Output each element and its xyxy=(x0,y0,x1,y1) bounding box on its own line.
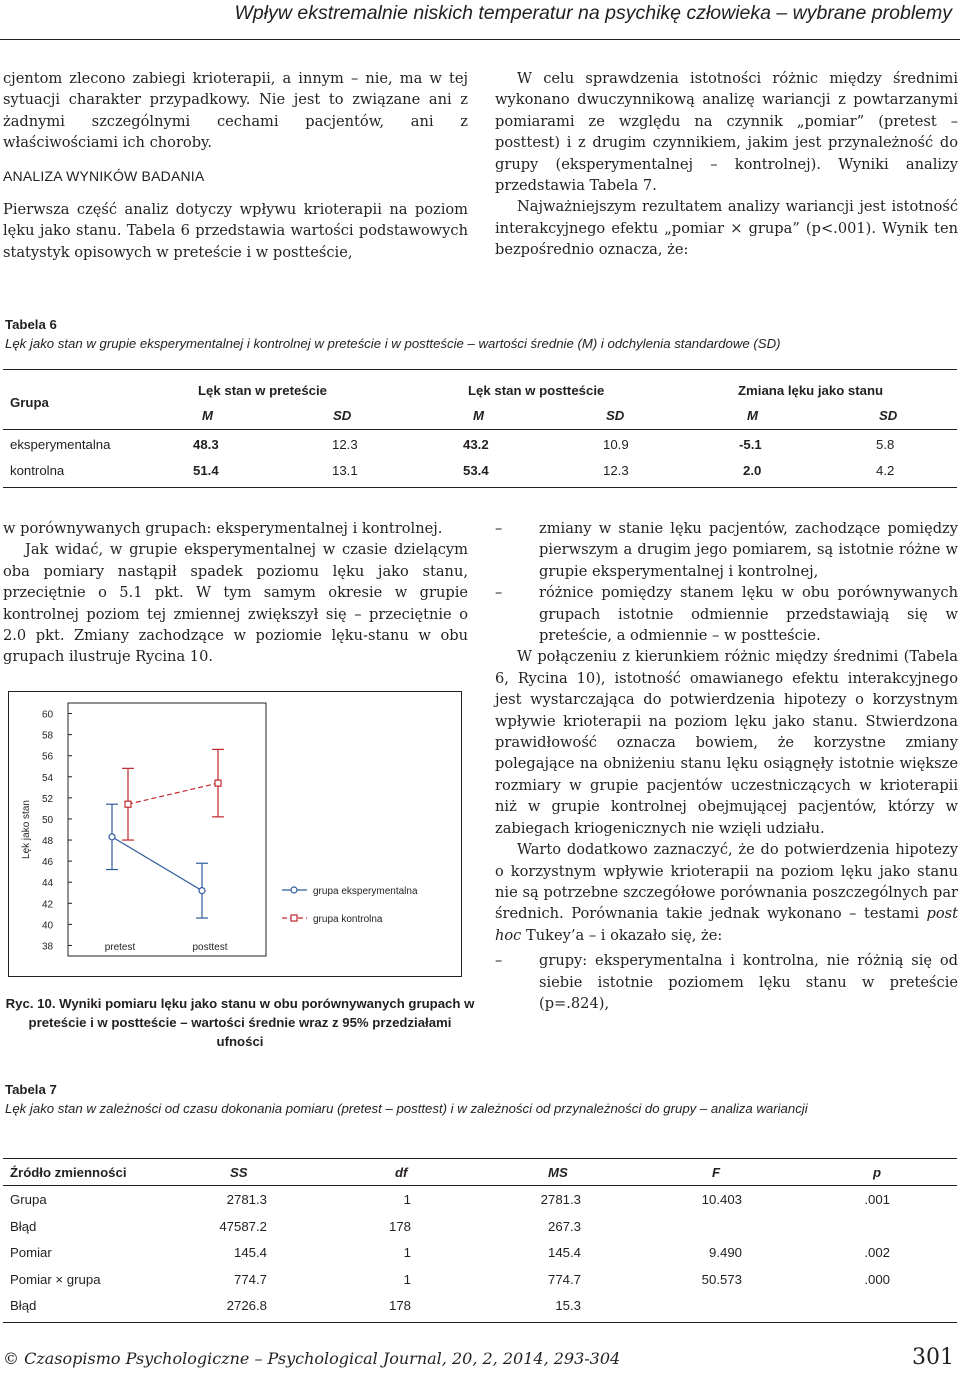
legend-label: grupa kontrolna xyxy=(313,914,383,925)
journal-footer: © Czasopismo Psychologiczne – Psychological Journal, 20, 2, 2014, 293-304 xyxy=(3,1349,621,1368)
table7-cell: 50.573 xyxy=(701,1271,742,1287)
figure-frame xyxy=(8,691,462,977)
left-column-top xyxy=(3,68,468,263)
y-tick-label: 48 xyxy=(42,836,54,848)
table7-cell: 2781.3 xyxy=(226,1192,267,1207)
table6-subheader: M xyxy=(473,408,484,423)
paragraph: W celu sprawdzenia istotności różnic między średnimi wykonano dwuczynnikową analizę wariancji z powtarzanymi pomiarami ze względu na czynnik „pomiar” (pretest – posttest) i z drugim czynnikiem, jakim jest przynależność do grupy (eksperymentalnej – kontrolnej). Wyniki analizy przedstawia Tabela 7. xyxy=(495,70,958,195)
table6-group-header: Grupa xyxy=(10,395,49,410)
legend-marker xyxy=(291,887,297,893)
table7-header: MS xyxy=(548,1165,568,1180)
table7-header: SS xyxy=(230,1165,248,1180)
table7-row-label: Pomiar × grupa xyxy=(10,1271,101,1287)
line-chart xyxy=(9,692,461,976)
table6-row-label: kontrolna xyxy=(10,463,65,478)
table7-cell: 145.4 xyxy=(547,1245,581,1260)
table7-header: df xyxy=(395,1165,408,1180)
table6-subheader: SD xyxy=(333,408,352,423)
table6-subheader: M xyxy=(202,408,213,423)
table6-subheader: SD xyxy=(879,408,898,423)
paragraph: cjentom zlecono zabiegi krioterapii, a innym – nie, ma w tej sytuacji charakter przypadkowy. Nie jest to związane ani z żadnymi szczególnymi cechami pacjentów, ani z właściwościami ich choroby. xyxy=(3,70,468,152)
paragraph: Pierwsza część analiz dotyczy wpływu krioterapii na poziom lęku jako stanu. Tabela 6 przedstawia wartości podstawowych statystyk opisowych w preteście i w postteście, xyxy=(3,201,468,261)
table6-caption xyxy=(5,315,955,353)
table7-cell: 145.4 xyxy=(233,1245,267,1260)
table7-bottom-rule xyxy=(3,1322,957,1323)
paragraph: W połączeniu z kierunkiem różnic między średnimi (Tabela 6, Rycina 10), istotność omawianego efektu interakcyjnego jest wystarczająca do potwierdzenia hipotezy o korzystnym wpływie krioterapii na poziom lęku jako stanu. Stwierdzona prawidłowość oznacza bowiem, że korzystne zmiany polegające na obniżeniu stanu lęku osiągnęły istotnie większe rozmiary w grupie pacjentów uczestniczących w krioterapii niż w grupie kontrolnej obejmującej pacjentów, którzy w zabiegach kriogenicznych nie wzięli udziału. xyxy=(495,648,958,837)
table7-cell: 1 xyxy=(403,1245,411,1260)
y-tick-label: 42 xyxy=(42,899,54,911)
table6-cell: 53.4 xyxy=(463,463,489,478)
y-tick-label: 44 xyxy=(42,878,54,890)
table6-cell: 5.8 xyxy=(876,437,895,452)
paragraph: w porównywanych grupach: eksperymentalnej i kontrolnej. xyxy=(3,520,443,537)
table7-subtitle: Lęk jako stan w zależności od czasu dokonania pomiaru (pretest – posttest) i w zależności od przynależności do grupy – analiza wariancji xyxy=(5,1101,808,1116)
table6-colgroup: Lęk stan w postteście xyxy=(468,383,605,398)
table7-cell: 774.7 xyxy=(233,1271,267,1287)
y-tick-label: 46 xyxy=(42,857,54,869)
table7-top-rule xyxy=(3,1158,957,1159)
table6-cell: 4.2 xyxy=(876,463,895,478)
y-tick-label: 54 xyxy=(42,772,54,784)
data-point xyxy=(125,801,131,807)
table7-caption xyxy=(5,1080,955,1118)
table6-cell: 2.0 xyxy=(743,463,762,478)
paragraph: Najważniejszym rezultatem analizy wariancji jest istotność interakcyjnego efektu „pomiar × grupa” (p<.001). Wynik ten bezpośrednio oznacza, że: xyxy=(495,198,958,259)
table7-cell: 10.403 xyxy=(701,1192,742,1207)
table7-cell: 1 xyxy=(403,1271,411,1287)
table7-row-label: Błąd xyxy=(10,1298,37,1313)
y-tick-label: 58 xyxy=(42,730,54,742)
table7-header: F xyxy=(712,1165,721,1180)
table7-cell: 2726.8 xyxy=(226,1298,267,1313)
table7-cell: 15.3 xyxy=(555,1298,581,1313)
table7-cell: 267.3 xyxy=(547,1218,581,1234)
table7-header: Źródło zmienności xyxy=(10,1165,127,1180)
y-tick-label: 56 xyxy=(42,751,54,763)
table7-cell: 178 xyxy=(388,1298,411,1313)
data-point xyxy=(109,834,115,840)
x-tick-label: pretest xyxy=(104,942,136,953)
table6-cell: 10.9 xyxy=(603,437,629,452)
table7-row-label: Grupa xyxy=(10,1192,47,1207)
table6-top-rule xyxy=(3,369,957,370)
table7-cell: 178 xyxy=(388,1218,411,1234)
paragraph xyxy=(495,839,958,946)
table7-cell: 9.490 xyxy=(708,1245,742,1260)
table7-cell: .001 xyxy=(864,1192,890,1207)
y-tick-label: 38 xyxy=(42,941,54,953)
series-line xyxy=(112,837,202,891)
y-tick-label: 50 xyxy=(42,814,54,826)
y-tick-label: 60 xyxy=(42,709,54,721)
table7-cell: .000 xyxy=(864,1271,890,1287)
table6-cell: 12.3 xyxy=(603,463,629,478)
table6-header-rule xyxy=(3,429,957,430)
emphasis: post hoc xyxy=(495,905,958,944)
y-tick-label: 40 xyxy=(42,920,54,932)
bullet-list xyxy=(495,950,958,1014)
series-line xyxy=(128,783,218,804)
table7-cell: .002 xyxy=(864,1245,890,1260)
table6-cell: 12.3 xyxy=(332,437,358,452)
table6-cell: 13.1 xyxy=(332,463,358,478)
y-tick-label: 52 xyxy=(42,793,54,805)
table6-label: Tabela 6 xyxy=(5,317,57,332)
table6-cell: -5.1 xyxy=(739,437,762,452)
y-axis-label: Lęk jako stan xyxy=(21,800,32,859)
table6-colgroup: Lęk stan w preteście xyxy=(198,383,328,398)
right-column-top xyxy=(495,68,958,261)
data-point xyxy=(215,780,221,786)
header-rule xyxy=(0,39,960,40)
list-item: – różnice pomiędzy stanem lęku w obu porównywanych grupach istotnie odmiennie przedstawiają się w preteście, a odmiennie – w postteście. xyxy=(495,582,958,646)
text-run: Warto dodatkowo zaznaczyć, że do potwierdzenia hipotezy o korzystnym wpływie krioterapii na poziom lęku jako stanu nie są potrzebne szczegółowe porównania poszczególnych par średnich. Porównania takie jednak wykonano – testami xyxy=(495,841,958,923)
legend-label: grupa eksperymentalna xyxy=(313,886,418,897)
table7-row-label: Pomiar xyxy=(10,1245,52,1260)
legend-marker xyxy=(291,915,297,921)
page-number: 301 xyxy=(912,1345,954,1370)
table7-label: Tabela 7 xyxy=(5,1082,57,1097)
table7-header: p xyxy=(873,1165,882,1180)
bullet-list xyxy=(495,518,958,646)
table6-subheader: SD xyxy=(606,408,625,423)
table6-cell: 48.3 xyxy=(193,437,219,452)
table7-cell: 2781.3 xyxy=(540,1192,581,1207)
data-point xyxy=(199,888,205,894)
table6-cell: 43.2 xyxy=(463,437,489,452)
table6-colgroup: Zmiana lęku jako stanu xyxy=(738,383,884,398)
list-item: – grupy: eksperymentalna i kontrolna, nie różnią się od siebie istotnie poziomem lęku stanu w preteście (p=.824), xyxy=(495,950,958,1014)
table7-cell: 774.7 xyxy=(547,1271,581,1287)
table7-cell: 47587.2 xyxy=(219,1218,267,1234)
x-tick-label: posttest xyxy=(192,942,228,953)
paragraph: Jak widać, w grupie eksperymentalnej w czasie dzielącym oba pomiary nastąpił spadek poziomu lęku jako stanu, przeciętnie o 5.1 pkt. W tym samym okresie w grupie kontrolnej poziom tej zmiennej zwiększył się – przeciętnie o 2.0 pkt. Zmiany zachodzące w poziomie lęku-stanu w obu grupach ilustruje Rycina 10. xyxy=(3,541,468,666)
table6-subheader: M xyxy=(747,408,758,423)
figure-caption: Ryc. 10. Wyniki pomiaru lęku jako stanu w obu porównywanych grupach w preteście i w postteście – wartości średnie wraz z 95% przedziałami ufności xyxy=(5,996,475,1049)
plot-area xyxy=(68,703,266,956)
table6-bottom-rule xyxy=(3,487,957,488)
table6-cell: 51.4 xyxy=(193,463,219,478)
table7-cell: 1 xyxy=(403,1192,411,1207)
running-header: Wpływ ekstremalnie niskich temperatur na psychikę człowieka – wybrane problemy xyxy=(234,2,952,24)
list-item: – zmiany w stanie lęku pacjentów, zachodzące pomiędzy pierwszym a drugim jego pomiarem, są istotnie różne w grupie eksperymentalnej i kontrolnej, xyxy=(495,518,958,582)
table7-row-label: Błąd xyxy=(10,1218,37,1234)
table6-row-label: eksperymentalna xyxy=(10,437,111,452)
text-run: Tukey’a – i okazało się, że: xyxy=(521,926,723,944)
left-column-mid xyxy=(3,518,468,668)
right-column-mid xyxy=(495,518,958,1014)
table7-header-rule xyxy=(3,1185,957,1186)
section-heading: ANALIZA WYNIKÓW BADANIA xyxy=(3,167,205,184)
table6-subtitle: Lęk jako stan w grupie eksperymentalnej i kontrolnej w preteście i w postteście – wartości średnie (M) i odchylenia standardowe (SD) xyxy=(5,336,781,351)
